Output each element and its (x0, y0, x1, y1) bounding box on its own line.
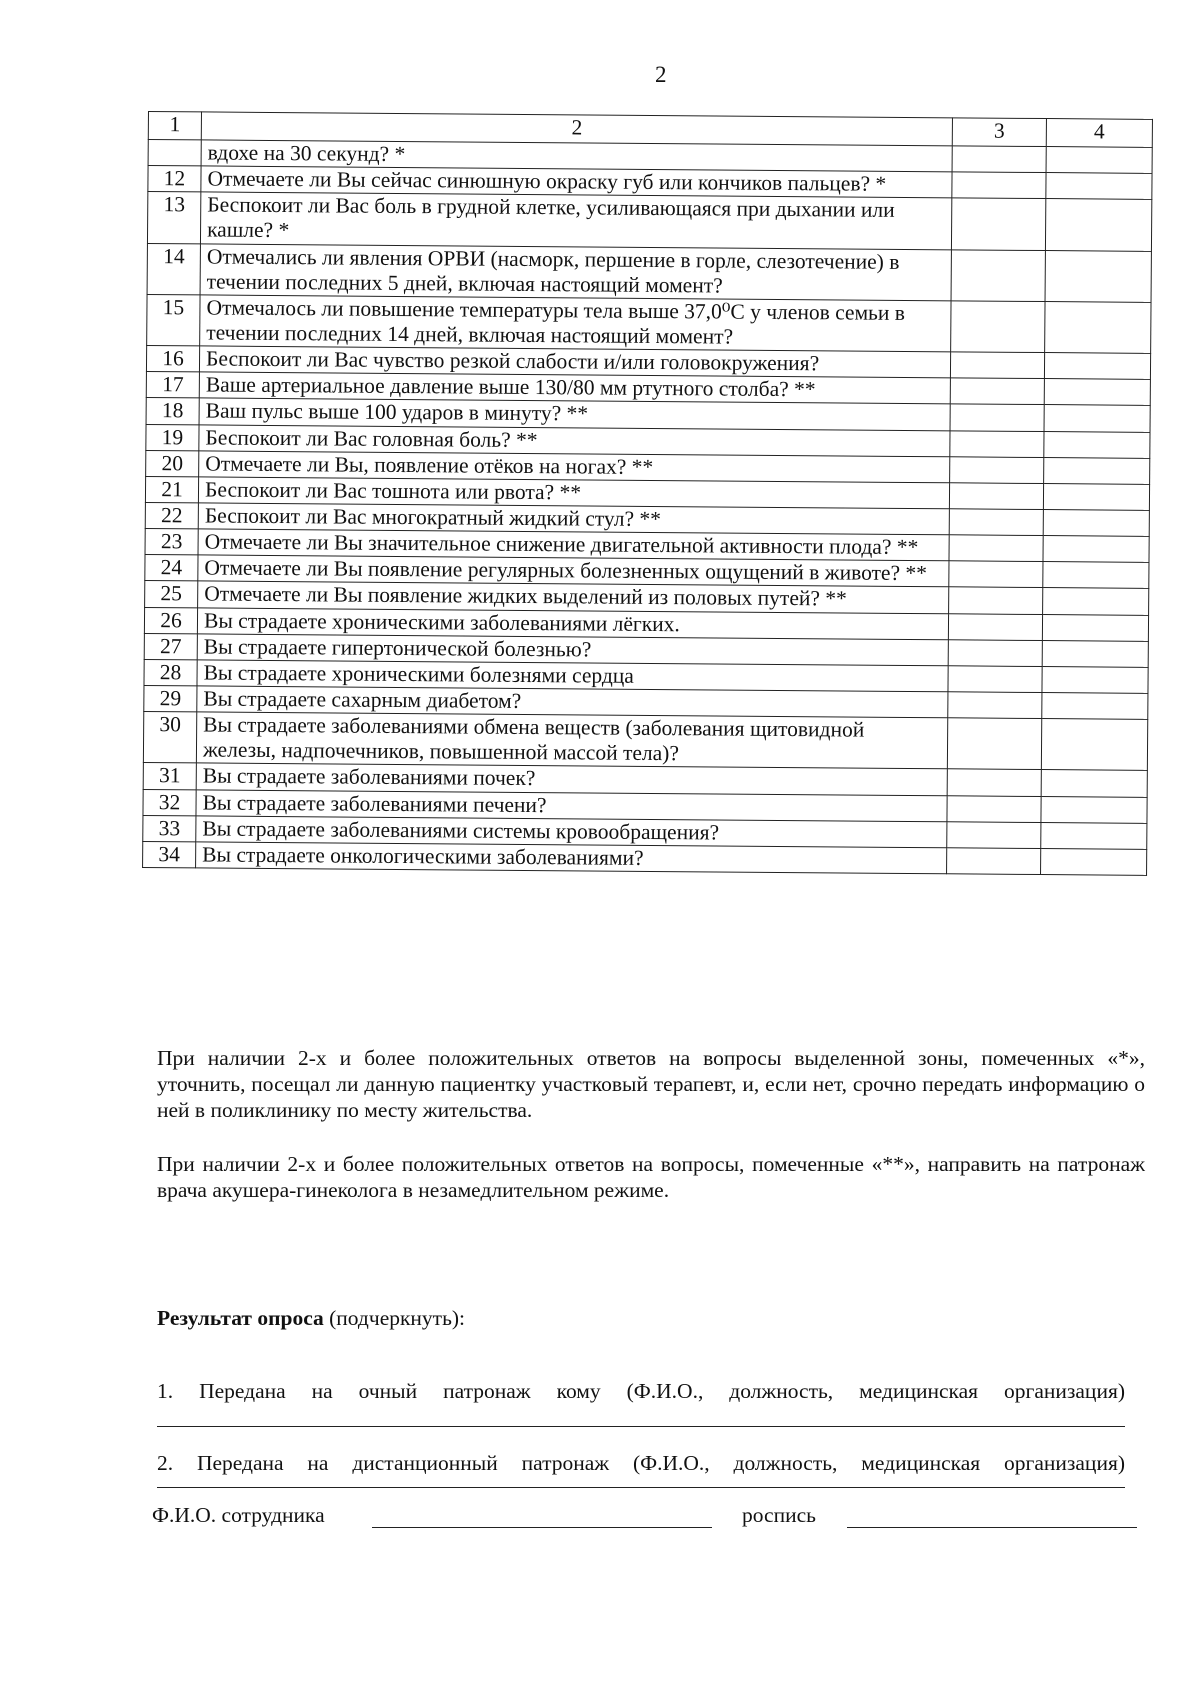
question-text: Отмечаете ли Вы значительное снижение двигательной активности плода? ** (198, 529, 949, 561)
header-col-2: 2 (201, 112, 952, 146)
answer-cell-col-4[interactable] (1043, 536, 1149, 563)
header-col-1: 1 (148, 112, 201, 140)
question-number (148, 140, 201, 167)
answer-cell-col-4[interactable] (1045, 250, 1152, 302)
question-number: 12 (148, 166, 201, 193)
question-number: 28 (144, 659, 197, 686)
answer-cell-col-3[interactable] (947, 821, 1041, 848)
question-number: 15 (147, 294, 200, 346)
answer-cell-col-4[interactable] (1043, 457, 1149, 484)
answer-cell-col-4[interactable] (1044, 431, 1150, 458)
answer-cell-col-4[interactable] (1040, 848, 1146, 875)
question-text: Беспокоит ли Вас многократный жидкий стул? ** (198, 503, 949, 535)
answer-cell-col-3[interactable] (951, 249, 1045, 301)
question-text: Отмечаете ли Вы появление регулярных болезненных ощущений в животе? ** (198, 555, 949, 587)
table-row (147, 192, 1151, 251)
question-text: Беспокоит ли Вас чувство резкой слабости и/или головокружения? (199, 346, 950, 378)
answer-cell-col-3[interactable] (950, 456, 1044, 483)
question-text: Ваш пульс выше 100 ударов в минуту? ** (199, 398, 950, 430)
page-number: 2 (655, 62, 667, 87)
answer-cell-col-4[interactable] (1046, 147, 1152, 174)
answer-cell-col-3[interactable] (948, 666, 1042, 693)
result-title (157, 1306, 465, 1331)
signature-field[interactable] (847, 1503, 1137, 1528)
question-number: 32 (143, 789, 196, 816)
answer-cell-col-3[interactable] (949, 483, 1043, 510)
question-number: 26 (144, 607, 197, 634)
answer-cell-col-3[interactable] (949, 535, 1043, 562)
employee-name-label: Ф.И.О. сотрудника (152, 1503, 325, 1527)
question-text: Вы страдаете онкологическими заболеваниями? (196, 842, 947, 874)
question-text: Вы страдаете хроническими болезнями сердца (197, 660, 948, 692)
answer-cell-col-4[interactable] (1045, 199, 1152, 251)
answer-cell-col-4[interactable] (1041, 796, 1147, 823)
question-text: Отмечались ли явления ОРВИ (насморк, першение в горле, слезотечение) в течении последних 5 дней, включая настоящий момент? (200, 243, 951, 300)
question-text: Беспокоит ли Вас тошнота или рвота? ** (198, 477, 949, 509)
question-text: Вы страдаете заболеваниями почек? (196, 763, 947, 795)
question-number: 31 (143, 763, 196, 790)
question-number: 30 (143, 712, 196, 764)
answer-cell-col-3[interactable] (950, 404, 1044, 431)
question-number: 27 (144, 633, 197, 660)
question-number: 22 (145, 502, 198, 529)
answer-cell-col-4[interactable] (1046, 173, 1152, 200)
question-text: вдохе на 30 секунд? * (201, 140, 952, 172)
answer-cell-col-3[interactable] (949, 561, 1043, 588)
result-option-1: 1. Передана на очный патронаж кому (Ф.И.О., должность, медицинская организация) (157, 1379, 1125, 1403)
question-text: Беспокоит ли Вас головная боль? ** (199, 424, 950, 456)
question-number: 25 (145, 581, 198, 608)
answer-cell-col-4[interactable] (1042, 640, 1148, 667)
question-number: 16 (146, 346, 199, 373)
note-double-star: При наличии 2-х и более положительных ответов на вопросы, помеченные «**», направить на патронаж врача акушера-гинеколога в незамедлительном режиме. (157, 1152, 1145, 1202)
question-text: Вы страдаете хроническими заболеваниями лёгких. (197, 607, 948, 639)
question-number: 19 (146, 424, 199, 451)
question-text: Вы страдаете заболеваниями печени? (196, 789, 947, 821)
question-number: 18 (146, 398, 199, 425)
answer-cell-col-3[interactable] (948, 613, 1042, 640)
answer-cell-col-3[interactable] (948, 692, 1042, 719)
question-number: 23 (145, 529, 198, 556)
answer-cell-col-3[interactable] (949, 509, 1043, 536)
answer-cell-col-4[interactable] (1043, 562, 1149, 589)
question-text: Отмечаете ли Вы сейчас синюшную окраску губ или кончиков пальцев? * (201, 166, 952, 198)
question-number: 24 (145, 555, 198, 582)
answer-cell-col-3[interactable] (951, 301, 1045, 353)
employee-name-field[interactable] (372, 1503, 712, 1528)
answer-cell-col-3[interactable] (950, 430, 1044, 457)
answer-cell-col-3[interactable] (950, 378, 1044, 405)
option-1-fill-line[interactable] (157, 1426, 1125, 1427)
question-number: 13 (147, 192, 200, 244)
option-2-fill-line[interactable] (157, 1487, 1125, 1488)
question-number: 21 (145, 476, 198, 503)
answer-cell-col-4[interactable] (1044, 301, 1151, 353)
answer-cell-col-3[interactable] (947, 795, 1041, 822)
answer-cell-col-4[interactable] (1044, 353, 1150, 380)
answer-cell-col-3[interactable] (951, 198, 1045, 250)
question-text: Отмечаете ли Вы, появление отёков на ногах? ** (199, 451, 950, 483)
question-number: 33 (143, 815, 196, 842)
result-option-2: 2. Передана на дистанционный патронаж (Ф.И.О., должность, медицинская организация) (157, 1451, 1125, 1475)
question-text: Вы страдаете заболеваниями обмена веществ (заболевания щитовидной железы, надпочечников, повышенной массой тела)? (196, 712, 947, 769)
answer-cell-col-4[interactable] (1043, 483, 1149, 510)
question-text: Ваше артериальное давление выше 130/80 мм ртутного столба? ** (199, 372, 950, 404)
answer-cell-col-4[interactable] (1042, 692, 1148, 719)
table-row (147, 294, 1151, 353)
header-col-4: 4 (1046, 119, 1152, 148)
table-row (143, 712, 1147, 771)
answer-cell-col-4[interactable] (1042, 588, 1148, 615)
answer-cell-col-4[interactable] (1042, 614, 1148, 641)
answer-cell-col-3[interactable] (947, 718, 1041, 770)
question-number: 14 (147, 243, 200, 295)
answer-cell-col-4[interactable] (1041, 822, 1147, 849)
answer-cell-col-4[interactable] (1041, 770, 1147, 797)
result-title-bold: Результат опроса (157, 1306, 324, 1330)
answer-cell-col-4[interactable] (1044, 405, 1150, 432)
header-col-3: 3 (952, 118, 1046, 147)
note-single-star: При наличии 2-х и более положительных ответов на вопросы выделенной зоны, помеченных «*», уточнить, посещал ли данную пациентку участковый терапевт, и, если нет, срочно передать информацию о ней в поликлинику по месту жительства. (157, 1046, 1145, 1122)
signature-row (152, 1503, 1142, 1533)
question-text: Отмечалось ли повышение температуры тела выше 37,0⁰С у членов семьи в течении последних 14 дней, включая настоящий момент? (200, 295, 951, 352)
answer-cell-col-3[interactable] (952, 146, 1046, 173)
answer-cell-col-4[interactable] (1043, 510, 1149, 537)
answer-cell-col-3[interactable] (948, 639, 1042, 666)
questionnaire-table (142, 111, 1153, 876)
answer-cell-col-4[interactable] (1041, 719, 1148, 771)
question-number: 34 (143, 841, 196, 868)
answer-cell-col-4[interactable] (1042, 666, 1148, 693)
question-number: 20 (146, 450, 199, 477)
question-number: 17 (146, 372, 199, 399)
question-text: Вы страдаете гипертонической болезнью? (197, 634, 948, 666)
signature-label: роспись (742, 1503, 816, 1527)
answer-cell-col-3[interactable] (947, 848, 1041, 875)
result-title-rest: (подчеркнуть): (323, 1306, 466, 1330)
answer-cell-col-3[interactable] (947, 769, 1041, 796)
question-text: Вы страдаете заболеваниями системы кровообращения? (196, 816, 947, 848)
answer-cell-col-4[interactable] (1044, 379, 1150, 406)
question-number: 29 (144, 685, 197, 712)
question-text: Отмечаете ли Вы появление жидких выделений из половых путей? ** (198, 581, 949, 613)
answer-cell-col-3[interactable] (952, 172, 1046, 199)
answer-cell-col-3[interactable] (949, 587, 1043, 614)
table-row (147, 243, 1151, 302)
question-text: Беспокоит ли Вас боль в грудной клетке, усиливающаяся при дыхании или кашле? * (201, 192, 952, 249)
answer-cell-col-3[interactable] (950, 352, 1044, 379)
question-text: Вы страдаете сахарным диабетом? (197, 686, 948, 718)
